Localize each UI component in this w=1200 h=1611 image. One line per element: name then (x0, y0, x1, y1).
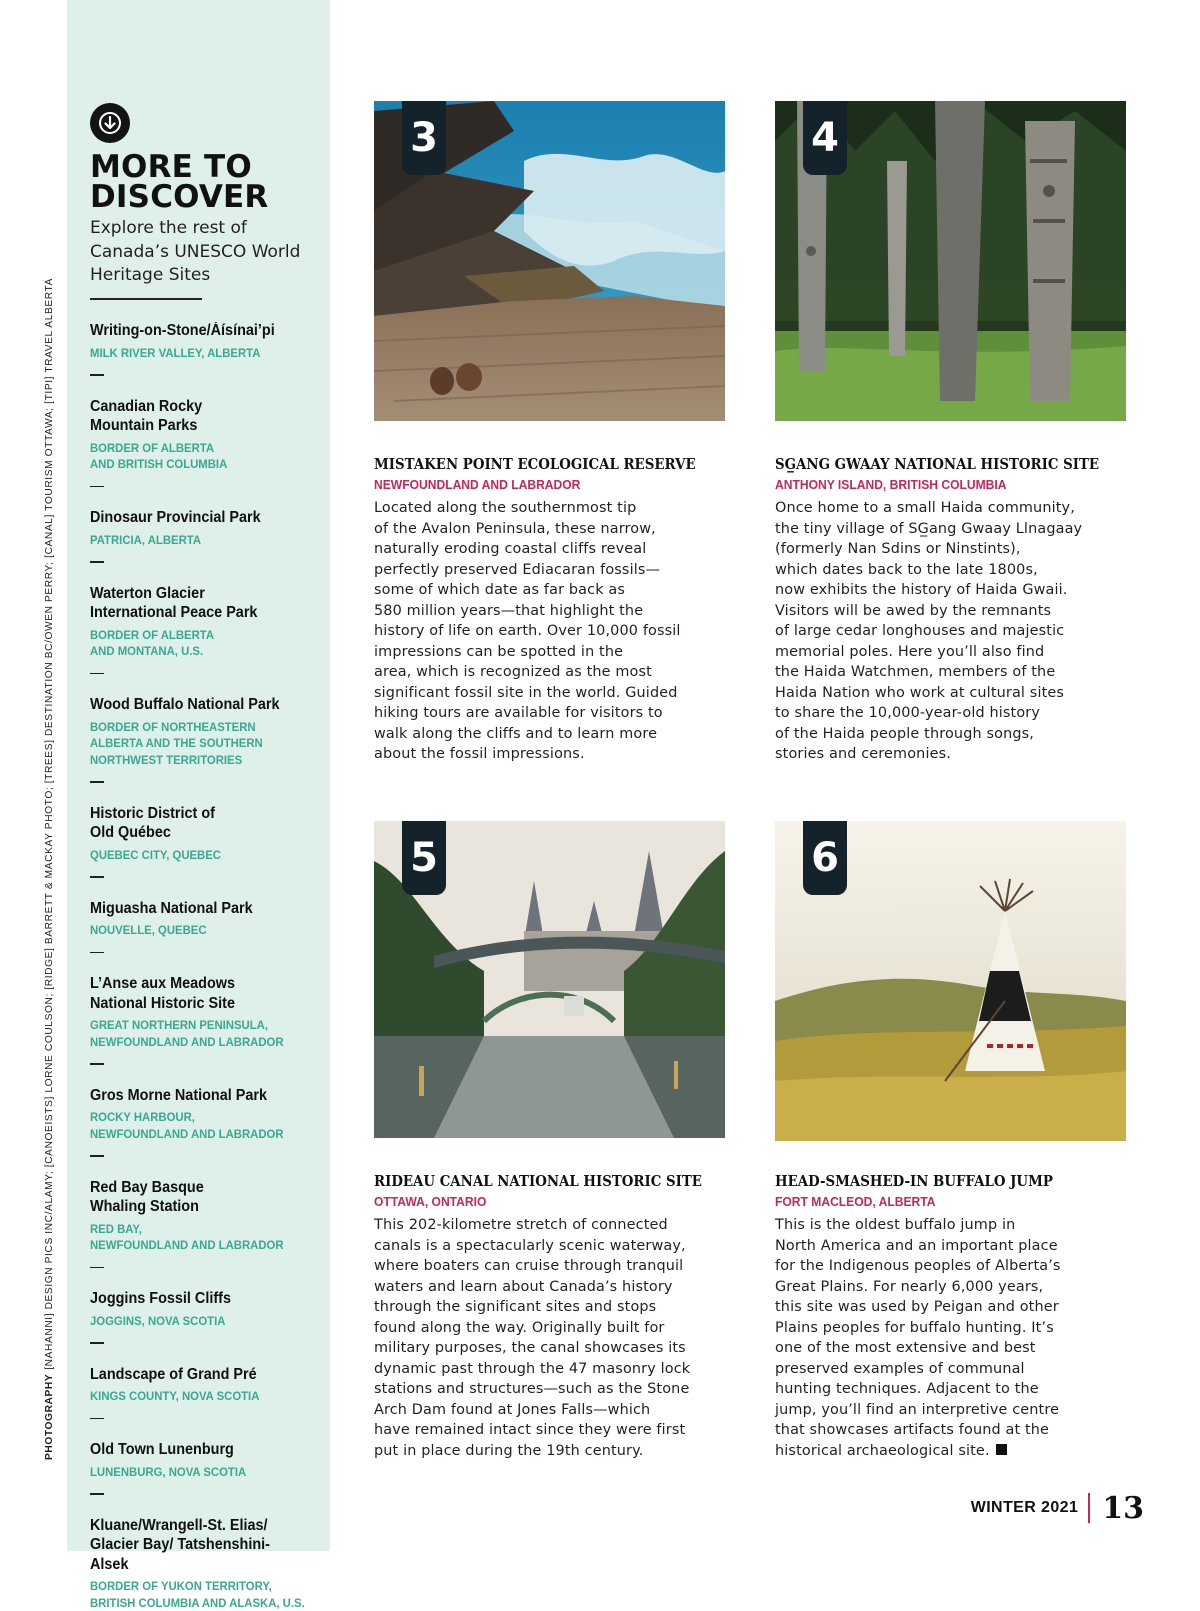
issue-label: WINTER 2021 (971, 1499, 1079, 1517)
list-item (90, 804, 326, 878)
site-location: MILK RIVER VALLEY, ALBERTA (90, 345, 323, 362)
page-number: 13 (1102, 1491, 1144, 1526)
list-divider (90, 1418, 104, 1420)
site-location: KINGS COUNTY, NOVA SCOTIA (90, 1388, 323, 1405)
list-item (90, 1516, 326, 1611)
site-name: Red Bay Basque Whaling Station (90, 1178, 220, 1217)
site-location: GREAT NORTHERN PENINSULA, NEWFOUNDLAND AND LABRADOR (90, 1017, 323, 1050)
article-rideau-canal (374, 1173, 719, 1461)
site-name: Joggins Fossil Cliffs (90, 1289, 323, 1309)
arrow-down-circle-icon (90, 103, 130, 143)
list-item (90, 508, 326, 563)
article-location: NEWFOUNDLAND AND LABRADOR (374, 477, 695, 493)
site-location: BORDER OF NORTHEASTERN ALBERTA AND THE SOUTHERN NORTHWEST TERRITORIES (90, 719, 323, 769)
article-body: This 202-kilometre stretch of connected canals is a spectacularly scenic waterway, where boaters can cruise through tranquil waters and learn about Canada’s history through the significant sites and stops found along the way. Originally built for military purposes, the canal showcases its dynamic past through the 47 masonry lock stations and structures—such as the Stone Arch Dam found at Jones Falls—which have remained intact since they were first put in place during the 19th century. (374, 1215, 719, 1461)
site-number-badge: 6 (803, 821, 847, 895)
article-location: OTTAWA, ONTARIO (374, 1194, 695, 1210)
site-location: PATRICIA, ALBERTA (90, 532, 323, 549)
list-item (90, 1365, 326, 1420)
list-divider (90, 673, 104, 675)
list-divider (90, 1342, 104, 1344)
article-location: FORT MACLEOD, ALBERTA (775, 1194, 1096, 1210)
list-item (90, 1289, 326, 1344)
sidebar-divider (90, 298, 202, 300)
footer-divider (1088, 1493, 1090, 1523)
site-name: Old Town Lunenburg (90, 1440, 323, 1460)
article-title: HEAD-SMASHED-IN BUFFALO JUMP (775, 1173, 1125, 1191)
site-location: RED BAY, NEWFOUNDLAND AND LABRADOR (90, 1221, 323, 1254)
list-item (90, 584, 326, 675)
article-title: SG̲ANG GWAAY NATIONAL HISTORIC SITE (775, 456, 1125, 474)
site-name: Gros Morne National Park (90, 1086, 323, 1106)
list-divider (90, 1063, 104, 1065)
list-item (90, 397, 326, 488)
photo-coastal-cliffs (374, 101, 725, 421)
sidebar-title: MORE TO DISCOVER (90, 152, 320, 212)
site-location: JOGGINS, NOVA SCOTIA (90, 1313, 323, 1330)
site-location: NOUVELLE, QUEBEC (90, 922, 323, 939)
site-name: Wood Buffalo National Park (90, 695, 323, 715)
site-location: BORDER OF ALBERTA AND BRITISH COLUMBIA (90, 440, 323, 473)
photo-totem-poles (775, 101, 1126, 421)
list-item (90, 974, 326, 1065)
list-item (90, 1178, 326, 1269)
article-head-smashed-in (775, 1173, 1120, 1461)
article-title: RIDEAU CANAL NATIONAL HISTORIC SITE (374, 1173, 724, 1191)
site-location: BORDER OF YUKON TERRITORY, BRITISH COLUMBIA AND ALASKA, U.S. (90, 1578, 323, 1611)
site-location: BORDER OF ALBERTA AND MONTANA, U.S. (90, 627, 323, 660)
article-body: Once home to a small Haida community, the tiny village of SG̲ang Gwaay Llnagaay (formerly Nan Sdins or Ninstints), which dates back to the late 1800s, now exhibits the history of Haida Gwaii. Visitors will be awed by the remnants of large cedar longhouses and majestic memorial poles. Here you’ll also find the Haida Watchmen, members of the Haida Nation who work at cultural sites to share the 10,000-year-old history of the Haida people through songs, stories and ceremonies. (775, 498, 1120, 765)
list-divider (90, 876, 104, 878)
site-list (90, 321, 326, 1611)
end-mark-icon (996, 1444, 1007, 1455)
site-name: Dinosaur Provincial Park (90, 508, 323, 528)
list-divider (90, 561, 104, 563)
article-body: Located along the southernmost tip of the Avalon Peninsula, these narrow, naturally eroding coastal cliffs reveal perfectly preserved Ediacaran fossils— some of which date as far back as 580 million years—that highlight the history of life on earth. Over 10,000 fossil impressions can be spotted in the area, which is recognized as the most significant fossil site in the world. Guided hiking tours are available for visitors to walk along the cliffs and to learn more about the fossil impressions. (374, 498, 719, 765)
list-divider (90, 1493, 104, 1495)
site-number-badge: 4 (803, 101, 847, 175)
site-name: Writing-on-Stone/Áísínai’pi (90, 321, 323, 341)
site-name: Canadian Rocky Mountain Parks (90, 397, 220, 436)
article-body-text: This is the oldest buffalo jump in North America and an important place for the Indigenous peoples of Alberta’s Great Plains. For nearly 6,000 years, this site was used by Peigan and other Plains peoples for buffalo hunting. It’s one of the most extensive and best preserved examples of communal hunting techniques. Adjacent to the jump, you’ll find an interpretive centre that showcases artifacts found at the historical archaeological site. (775, 1217, 1061, 1459)
list-divider (90, 374, 104, 376)
site-location: LUNENBURG, NOVA SCOTIA (90, 1464, 323, 1481)
list-item (90, 1086, 326, 1157)
photo-credit (44, 310, 55, 1460)
article-title: MISTAKEN POINT ECOLOGICAL RESERVE (374, 456, 724, 474)
article-sgang-gwaay (775, 456, 1120, 765)
article-mistaken-point (374, 456, 719, 765)
site-name: Kluane/Wrangell-St. Elias/ Glacier Bay/ Tatshenshini-Alsek (90, 1516, 285, 1575)
list-item (90, 321, 326, 376)
list-item (90, 899, 326, 954)
photo-tipi (775, 821, 1126, 1141)
article-body (775, 1215, 1120, 1461)
photo-rideau-canal (374, 821, 725, 1141)
site-number-badge: 3 (402, 101, 446, 175)
page-footer (971, 1490, 1144, 1526)
site-name: Landscape of Grand Pré (90, 1365, 323, 1385)
list-divider (90, 1155, 104, 1157)
photo-credit-label: PHOTOGRAPHY (44, 1374, 55, 1460)
list-divider (90, 781, 104, 783)
site-number-badge: 5 (402, 821, 446, 895)
photo-credit-text: [NAHANNI] DESIGN PICS INC/ALAMY; [CANOEISTS] LORNE COULSON; [RIDGE] BARRETT & MACKAY PHOTO; [TREES] DESTINATION BC/OWEN PERRY; [CANAL] TOURISM OTTAWA; [TIPI] TRAVEL ALBERTA (44, 278, 55, 1370)
site-name: Historic District of Old Québec (90, 804, 239, 843)
list-item (90, 1440, 326, 1495)
site-name: Miguasha National Park (90, 899, 323, 919)
site-location: ROCKY HARBOUR, NEWFOUNDLAND AND LABRADOR (90, 1109, 323, 1142)
list-divider (90, 486, 104, 488)
site-name: L’Anse aux Meadows National Historic Site (90, 974, 257, 1013)
list-item (90, 695, 326, 783)
article-location: ANTHONY ISLAND, BRITISH COLUMBIA (775, 477, 1096, 493)
site-name: Waterton Glacier International Peace Park (90, 584, 285, 623)
sidebar-intro: Explore the rest of Canada’s UNESCO World Heritage Sites (90, 217, 310, 288)
site-location: QUEBEC CITY, QUEBEC (90, 847, 323, 864)
list-divider (90, 1267, 104, 1269)
list-divider (90, 952, 104, 954)
